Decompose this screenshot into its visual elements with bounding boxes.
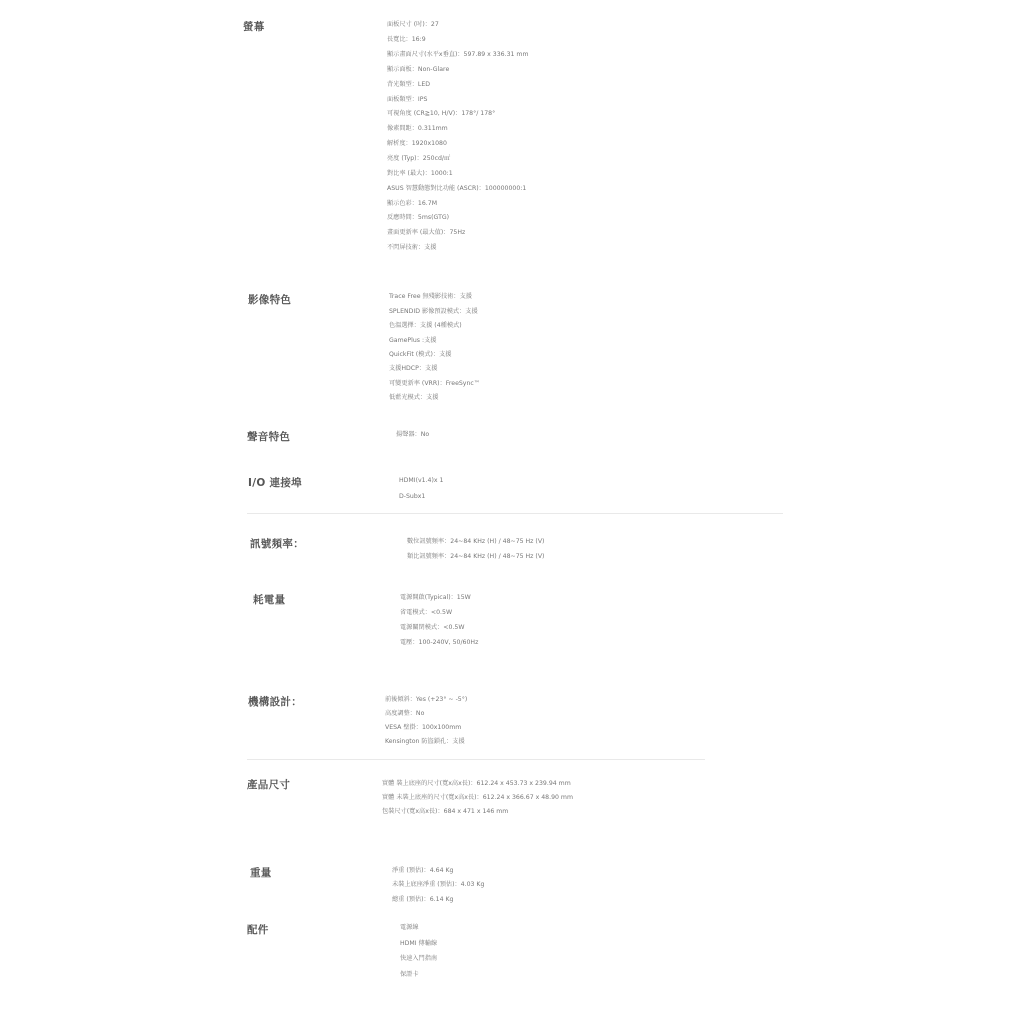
spec-line: 揚聲器：No (396, 431, 430, 438)
spec-line: VESA 壁掛：100x100mm (385, 724, 462, 731)
section-title: 重量 (250, 867, 272, 879)
spec-line: 亮度 (Typ)：250cd/㎡ (387, 155, 451, 162)
spec-line: 前後傾斜：Yes (+23° ~ -5°) (385, 696, 468, 703)
spec-line: 反應時間：5ms(GTG) (387, 214, 450, 221)
spec-line: 顯示畫面尺寸(水平x垂直)：597.89 x 336.31 mm (387, 51, 529, 58)
spec-line: 電壓：100-240V, 50/60Hz (400, 639, 479, 646)
spec-line: 電源線 (400, 924, 419, 931)
section-title: 機構設計： (248, 696, 302, 708)
divider (247, 513, 783, 514)
spec-line: 顯示面板：Non-Glare (387, 66, 450, 73)
spec-line: 可視角度 (CR≧10, H/V)：178°/ 178° (387, 110, 496, 117)
spec-line: ASUS 智慧動態對比功能 (ASCR)：100000000:1 (387, 185, 527, 192)
section-title: 影像特色 (248, 294, 292, 306)
spec-line: 不閃屏技術：支援 (387, 244, 437, 251)
spec-line: 淨重 (預估)：4.64 Kg (392, 867, 454, 874)
spec-line: 支援HDCP：支援 (389, 365, 438, 372)
spec-line: 類比訊號頻率：24~84 KHz (H) / 48~75 Hz (V) (407, 553, 545, 560)
spec-line: 解析度：1920x1080 (387, 140, 447, 147)
spec-line: HDMI(v1.4)x 1 (399, 477, 444, 484)
section-title: 聲音特色 (247, 431, 291, 443)
section-title: I/O 連接埠 (248, 477, 302, 489)
spec-line: Trace Free 無殘影技術：支援 (389, 293, 472, 300)
section-title: 產品尺寸 (247, 779, 291, 791)
spec-line: 長寬比：16:9 (387, 36, 426, 43)
spec-line: HDMI 傳輸線 (400, 940, 438, 947)
spec-line: 快速入門指南 (400, 955, 438, 962)
spec-line: 實體 未裝上底座的尺寸(寬x高x長)：612.24 x 366.67 x 48.90 mm (382, 794, 573, 801)
section-title: 耗電量 (253, 594, 286, 606)
section-title: 訊號頻率： (250, 538, 304, 550)
spec-line: 保證卡 (400, 971, 419, 978)
spec-line: D-Subx1 (399, 493, 426, 500)
section-title: 螢幕 (243, 21, 265, 33)
spec-line: 總重 (預估)：6.14 Kg (392, 896, 454, 903)
spec-line: 顯示色彩：16.7M (387, 200, 438, 207)
spec-line: 像素間距：0.311mm (387, 125, 448, 132)
spec-line: 背光類型：LED (387, 81, 431, 88)
spec-line: 實體 裝上底座的尺寸(寬x高x長)：612.24 x 453.73 x 239.94 mm (382, 780, 571, 787)
spec-line: 數位訊號頻率：24~84 KHz (H) / 48~75 Hz (V) (407, 538, 545, 545)
spec-line: 可變更新率 (VRR)：FreeSync™ (389, 380, 480, 387)
spec-line: 電源關閉模式：<0.5W (400, 624, 465, 631)
spec-line: 高度調整：No (385, 710, 425, 717)
spec-line: 包裝尺寸(寬x高x長)：684 x 471 x 146 mm (382, 808, 509, 815)
spec-line: Kensington 防盜鎖孔：支援 (385, 738, 465, 745)
spec-line: 色溫選擇：支援 (4種模式) (389, 322, 462, 329)
divider (247, 759, 705, 760)
spec-line: QuickFit (模式)：支援 (389, 351, 452, 358)
spec-line: 畫面更新率 (最大值)：75Hz (387, 229, 466, 236)
spec-line: 低藍光模式：支援 (389, 394, 439, 401)
spec-line: GamePlus :支援 (389, 337, 437, 344)
spec-line: 面板類型：IPS (387, 96, 428, 103)
section-title: 配件 (247, 924, 269, 936)
spec-line: 電源開啟(Typical)：15W (400, 594, 471, 601)
spec-line: SPLENDID 影像預設模式：支援 (389, 308, 478, 315)
spec-line: 未裝上底座淨重 (預估)：4.03 Kg (392, 881, 485, 888)
spec-line: 省電模式：<0.5W (400, 609, 453, 616)
spec-line: 對比率 (最大)：1000:1 (387, 170, 453, 177)
spec-line: 面板尺寸 (吋)：27 (387, 21, 439, 28)
